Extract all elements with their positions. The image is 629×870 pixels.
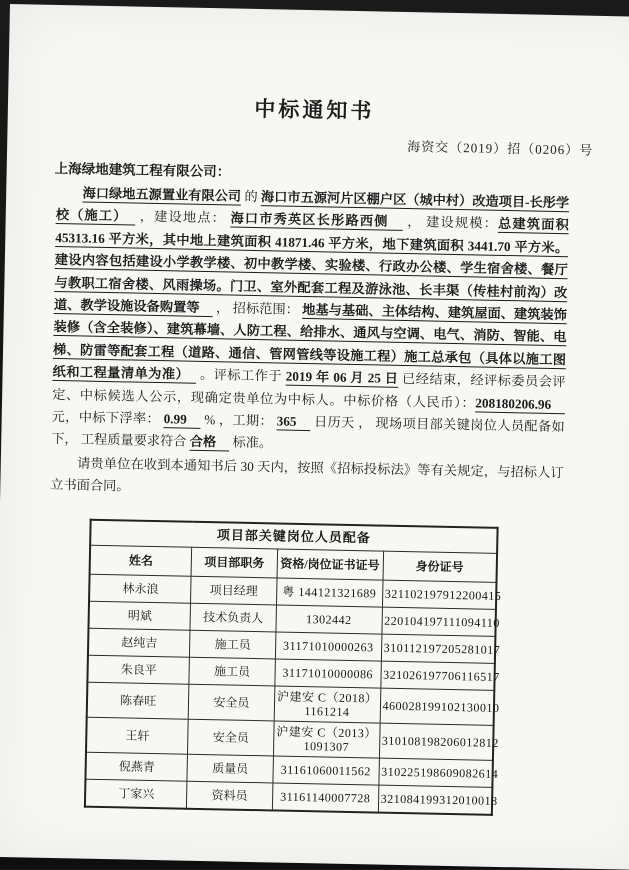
filled-blank-text: 365 xyxy=(276,413,311,430)
role-cell: 施工员 xyxy=(189,657,275,686)
certificate-cell: 沪建安 C（2018） 1161214 xyxy=(274,686,380,723)
personnel-table xyxy=(84,518,502,815)
reference-number: 海资交（2019）招（0206）号 xyxy=(407,139,594,158)
filled-blank-text: 海口绿地五源置业有限公司 xyxy=(82,185,242,204)
certificate-cell: 沪建安 C（2013） 1091307 xyxy=(273,721,379,758)
body-text: 元，中标下浮率： xyxy=(51,408,164,427)
certificate-cell: 31171010000086 xyxy=(275,659,381,688)
role-cell: 资料员 xyxy=(187,781,273,810)
name-cell: 明斌 xyxy=(88,601,190,630)
filled-blank-text: 地基与基础、主体结构、建筑屋面、建筑装饰装修（含全装修）、建筑幕墙、人防工程、给排水、通风与空调、电气、消防、智能、电梯、防雷等配套工程（道路、通信、管网管线等设施工程）施工总承包（具体以施工图纸和工程量清单为准） xyxy=(52,301,568,383)
certificate-cell: 31161140007728 xyxy=(272,783,378,813)
body-paragraph-closing: 请贵单位在收到本通知书后 30 天内，按照《招标投标法》等有关规定，与招标人订立书面合同。 xyxy=(50,455,564,494)
filled-blank-text: 海口市秀英区长彤路西侧 xyxy=(230,210,404,230)
certificate-cell: 粤 144121321689 xyxy=(276,578,382,607)
filled-blank-text: 2019 年 06 月 25 日 xyxy=(285,368,399,387)
page-title: 中标通知书 xyxy=(254,96,375,124)
document-page xyxy=(0,4,629,870)
body-text: 日历天 ， 现场项目部关键岗位人员配备如下， 工程质量要求符合 xyxy=(51,414,565,450)
id-number-cell: 310225198609082614 xyxy=(378,758,492,787)
name-cell: 王轩 xyxy=(86,717,188,754)
certificate-cell: 31171010000263 xyxy=(275,632,381,661)
body-text: 标准。 xyxy=(229,434,273,451)
column-header: 姓名 xyxy=(90,545,192,576)
role-cell: 质量员 xyxy=(187,754,273,783)
certificate-cell: 31161060011562 xyxy=(273,756,379,785)
name-cell: 赵纯吉 xyxy=(88,628,190,657)
column-header: 项目部职务 xyxy=(191,547,277,578)
name-cell: 林永浪 xyxy=(89,574,191,603)
recipient-line: 上海绿地建筑工程有限公司： xyxy=(54,160,231,180)
body-paragraph-main xyxy=(51,182,569,461)
filled-blank-text: 合格 xyxy=(189,434,230,450)
body-text: % ，工期： xyxy=(200,411,277,429)
id-number-cell: 321026197706116517 xyxy=(380,661,494,690)
body-text: 已经结束，经评标委员会评定、中标候选人公示，现确定贵单位为中标人。中标价格（人民币）： xyxy=(52,371,566,411)
id-number-cell: 310112197205281017 xyxy=(381,634,495,663)
column-header: 身份证号 xyxy=(383,551,498,582)
role-cell: 施工员 xyxy=(190,630,276,659)
name-cell: 丁家兴 xyxy=(85,779,187,809)
filled-blank-text: 208180206.96 xyxy=(475,395,566,412)
certificate-cell: 1302442 xyxy=(276,605,382,634)
role-cell: 安全员 xyxy=(188,719,274,756)
body-text: 。评标工作于 xyxy=(196,367,286,384)
body-text: ，建设地点： xyxy=(135,208,231,226)
name-cell: 陈春旺 xyxy=(87,682,189,719)
column-header: 资格/岗位证书证号 xyxy=(277,549,383,580)
filled-blank-text: 总建筑面积 45313.16 平方米，其中地上建筑面积 41871.46 平方米，地下建筑面积 3441.70 平方米。建设内容包括建设小学教学楼、初中教学楼、实验楼、行政办公楼、学生宿舍楼、餐厅与教职工宿舍楼、风雨操场。门卫、室外配套工程及游泳池、长丰渠（传桂村前沟）改道、教学设施设备购置等 xyxy=(53,216,569,316)
body-text: ， 招标范围： xyxy=(212,300,303,317)
id-number-cell: 321102197912200415 xyxy=(382,580,496,609)
role-cell: 技术负责人 xyxy=(190,603,276,632)
role-cell: 项目经理 xyxy=(191,576,277,605)
id-number-cell: 460028199102130010 xyxy=(380,688,495,725)
name-cell: 朱良平 xyxy=(87,655,189,684)
id-number-cell: 310108198206012812 xyxy=(379,723,494,760)
filled-blank-text: 海口市五源河片区棚户区（城中村）改造项目-长彤学校（施工） xyxy=(55,189,570,224)
filled-blank-text: 0.99 xyxy=(163,411,201,427)
body-text: 的 xyxy=(240,188,262,205)
id-number-cell: 321084199312010018 xyxy=(378,785,492,815)
body-text: ， 建设规模： xyxy=(402,214,499,232)
table-title: 项目部关键岗位人员配备 xyxy=(90,519,497,553)
role-cell: 安全员 xyxy=(188,684,274,721)
id-number-cell: 220104197111094110 xyxy=(381,607,495,636)
name-cell: 倪燕青 xyxy=(85,752,187,781)
